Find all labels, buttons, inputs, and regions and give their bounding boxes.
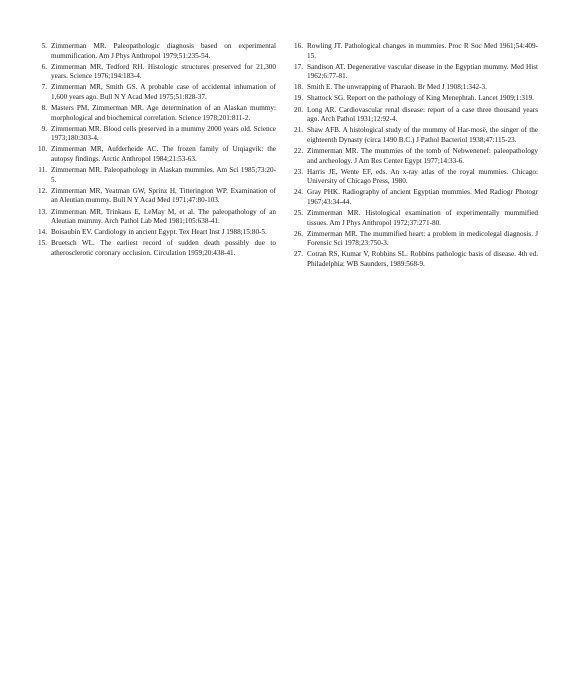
- reference-item: [290, 250, 538, 269]
- reference-text: Shaw AFB. A histological study of the mummy of Har-mosë, the singer of the eighteenth Dynasty (circa 1490 B.C.) J Pathol Bacteriol 1938;47:115-23.: [307, 126, 538, 144]
- reference-text: Zimmerman MR, Smith GS. A probable case of accidental inhumation of 1,600 years ago. Bull N Y Acad Med 1975;51:828-37.: [51, 83, 276, 101]
- reference-number: 25.: [294, 209, 303, 217]
- reference-text: Bruetsch WL. The earliest record of sudden death possibly due to atherosclerotic coronary occlusion. Circulation 1959;20:438-41.: [51, 239, 276, 257]
- reference-text: Rowling JT. Pathological changes in mummies. Proc R Soc Med 1961;54:409-15.: [307, 42, 538, 60]
- reference-item: [34, 239, 276, 258]
- reference-item: [34, 145, 276, 164]
- reference-item: [290, 168, 538, 187]
- reference-number: 24.: [294, 188, 303, 197]
- reference-text: Masters PM, Zimmerman MR. Age determination of an Alaskan mummy: morphological and biochemical correlation. Science 1978;201:811-2.: [51, 104, 276, 122]
- reference-item: [34, 208, 276, 227]
- reference-item: [290, 63, 538, 82]
- reference-number: 12.: [38, 186, 47, 195]
- reference-number: 11.: [38, 166, 47, 175]
- reference-number: 18.: [294, 83, 303, 92]
- reference-number: 23.: [294, 167, 303, 176]
- reference-text: Zimmerman MR, Tedford RH. Histologic structures preserved for 21,300 years. Science 1976;194:183-4.: [51, 62, 276, 81]
- reference-text: Zimmerman MR. Blood cells preserved in a mummy 2000 years old. Science 1973;180:303-4.: [51, 124, 276, 143]
- reference-text: Zimmerman MR, Aufderheide AC. The frozen family of Utqiagvik: the autopsy findings. Arctic Anthropol 1984;21:53-63.: [51, 145, 276, 164]
- reference-item: [34, 166, 276, 185]
- reference-column-right: [290, 42, 538, 271]
- reference-item: [290, 230, 538, 249]
- reference-number: 6.: [41, 62, 47, 71]
- reference-item: [290, 83, 538, 93]
- reference-text: Gray PHK. Radiography of ancient Egyptian mummies. Med Radiogr Photogr 1967;43:34-44.: [307, 188, 538, 206]
- reference-number: 14.: [38, 228, 47, 237]
- reference-text: Zimmerman MR. Histological examination of experimentally mummified tissues. Am J Phys Anthropol 1972;37:271-80.: [307, 209, 538, 227]
- reference-number: 10.: [38, 145, 47, 154]
- reference-item: [34, 228, 276, 238]
- reference-number: 27.: [294, 250, 303, 259]
- reference-item: [34, 104, 276, 123]
- reference-text: Boisaubin EV. Cardiology in ancient Egypt. Tex Heart Inst J 1988;15:80-5.: [51, 228, 267, 237]
- reference-item: [290, 209, 538, 228]
- reference-number: 7.: [41, 83, 47, 92]
- reference-item: [34, 125, 276, 144]
- reference-text: Zimmerman MR. Paleopathology in Alaskan mummies. Am Sci 1985;73:20-5.: [51, 166, 276, 184]
- reference-number: 16.: [294, 42, 303, 50]
- reference-text: Zimmerman MR, Trinkaus E, LeMay M, et al. The paleopathology of an Aleutian mummy. Arch Pathol Lab Med 1981;105:638-41.: [51, 207, 276, 226]
- reference-number: 22.: [294, 146, 303, 155]
- reference-item: [34, 83, 276, 102]
- reference-item: [290, 126, 538, 145]
- reference-text: Shattock SG. Report on the pathology of King Menephtah. Lancet 1909;1:319.: [307, 94, 534, 103]
- reference-item: [290, 42, 538, 61]
- reference-text: Sandison AT. Degenerative vascular disease in the Egyptian mummy. Med Hist 1962;6:77-81.: [307, 62, 538, 81]
- reference-text: Smith E. The unwrapping of Pharaoh. Br Med J 1908;1:342-3.: [307, 83, 487, 92]
- reference-item: [290, 106, 538, 125]
- reference-text: Zimmerman MR, Yeatman GW, Sprinz H, Titterington WP. Examination of an Aleutian mummy. Bull N Y Acad Med 1971;47:80-103.: [51, 186, 276, 205]
- reference-item: [290, 147, 538, 166]
- reference-column-left: [34, 42, 276, 260]
- reference-number: 17.: [294, 62, 303, 71]
- reference-number: 9.: [41, 124, 47, 133]
- reference-number: 5.: [41, 42, 47, 50]
- reference-item: [34, 63, 276, 82]
- reference-text: Zimmerman MR. Paleopathologic diagnosis based on experimental mummification. Am J Phys Anthropol 1979;51:235-54.: [51, 42, 276, 60]
- reference-item: [34, 187, 276, 206]
- reference-item: [34, 42, 276, 61]
- reference-number: 13.: [38, 207, 47, 216]
- reference-text: Zimmerman MR. The mummified heart: a problem in medicolegal diagnosis. J Forensic Sci 1978;23:750-3.: [307, 229, 538, 248]
- reference-item: [290, 94, 538, 104]
- reference-text: Cotran RS, Kumar V, Robbins SL. Robbins pathologic basis of disease. 4th ed. Philadelphia: WB Saunders, 1989:568-9.: [307, 250, 538, 268]
- reference-text: Long AR. Cardiovascular renal disease: report of a case three thousand years ago. Arch Pathol 1931;12:92-4.: [307, 105, 538, 124]
- reference-item: [290, 188, 538, 207]
- reference-text: Zimmerman MR. The mummies of the tomb of Nebwenenef: paleopathology and archeology. J Am Res Center Egypt 1977;14:33-6.: [307, 146, 538, 165]
- reference-number: 20.: [294, 105, 303, 114]
- reference-text: Harris JE, Wente EF, eds. An x-ray atlas of the royal mummies. Chicago: University of Chicago Press, 1980.: [307, 167, 538, 186]
- reference-number: 26.: [294, 229, 303, 238]
- reference-number: 8.: [41, 104, 47, 113]
- reference-number: 21.: [294, 126, 303, 135]
- reference-number: 19.: [294, 94, 303, 103]
- reference-number: 15.: [38, 239, 47, 248]
